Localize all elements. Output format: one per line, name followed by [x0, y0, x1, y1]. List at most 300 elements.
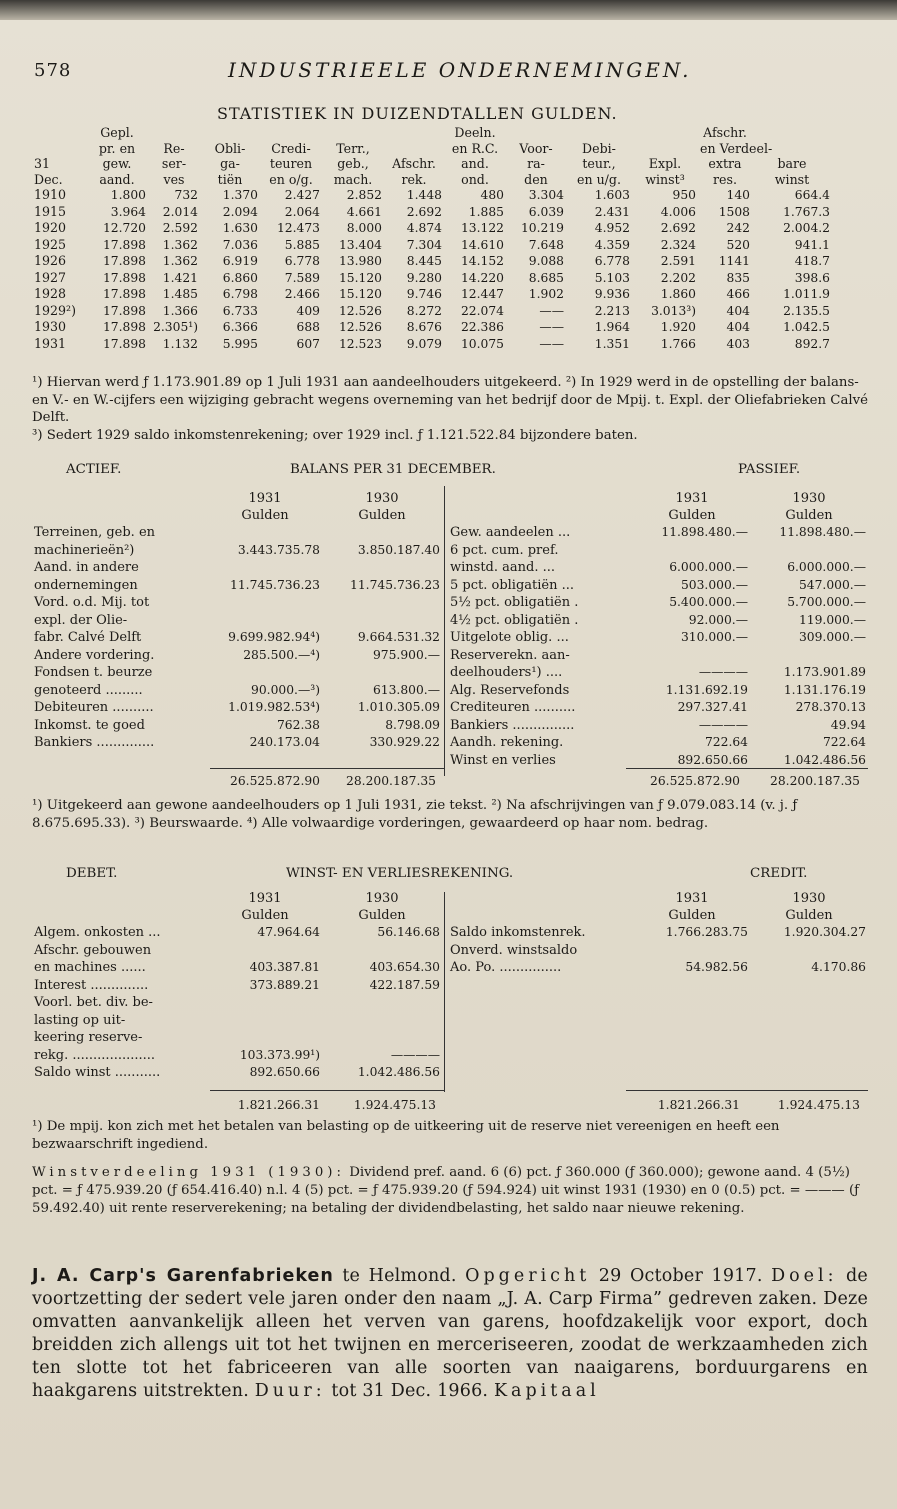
cell-value: 722.64	[822, 735, 866, 749]
actief-row	[32, 612, 442, 630]
column-header: gew.	[102, 156, 132, 171]
cell-value: 12.526	[338, 320, 382, 334]
actief-total-1930: 28.200.187.35	[346, 774, 436, 788]
actief-total-1931: 26.525.872.90	[230, 774, 320, 788]
cell-value: 330.929.22	[369, 735, 440, 749]
cell-value: 8.445	[406, 254, 442, 268]
row-label: keering reserve-	[34, 1030, 143, 1045]
total-rule	[626, 1090, 868, 1091]
cell-value: 762.38	[276, 717, 320, 732]
total-rule	[210, 1090, 444, 1091]
cell-value	[750, 542, 868, 560]
column-header	[506, 125, 566, 141]
balance-title: BALANS PER 31 DECEMBER.	[290, 462, 496, 477]
column-header	[260, 125, 322, 141]
cell-value: 1508	[718, 204, 750, 219]
actief-table	[32, 490, 442, 752]
year-1930: 1930	[792, 491, 826, 506]
cell-value: ——	[539, 320, 564, 334]
column-header: Re-	[163, 140, 185, 156]
cell-value: 1.767.3	[783, 204, 830, 219]
cell-value: 2.852	[346, 188, 382, 202]
opgericht-value: 29 October 1917.	[590, 1266, 772, 1286]
cell-value: ————	[698, 665, 748, 679]
unit-label: Gulden	[785, 908, 833, 923]
passief-row	[448, 699, 868, 717]
cell-value	[322, 942, 442, 960]
row-label: Interest ..............	[34, 977, 149, 993]
debet-row	[32, 1047, 442, 1065]
cell-value	[750, 647, 868, 665]
passief-row	[448, 524, 868, 542]
statistics-row	[32, 319, 872, 336]
cell-value: 1.042.5	[783, 320, 830, 334]
cell-value: 56.146.68	[377, 925, 440, 939]
doel-text: de voortzetting der sedert vele jaren onder den naam „J. A. Carp Firma” gedreven zaken. Deze omvatten aanvankelijk alleen het verven van garens, hoofdzakelijk voor export, doch breidden zich allengs uit tot het twijnen en merceriseeren, zoodat de werkzaamheden zich ten slotte tot het fabriceeren van alle soorten van naaigarens, borduurgarens en haakgarens uitstrekten.	[32, 1266, 868, 1401]
passief-total-1931: 26.525.872.90	[650, 774, 740, 788]
row-label: Voorl. bet. div. be-	[34, 995, 153, 1010]
cell-value: 11.898.480.—	[661, 525, 748, 539]
cell-value: 466	[726, 287, 750, 301]
cell-value: 15.120	[338, 287, 382, 301]
passief-row	[448, 682, 868, 700]
cell-value: 7.304	[406, 237, 442, 252]
column-header: winst	[774, 171, 810, 187]
pl-footnote: ¹) De mpij. kon zich met het betalen van belasting op de uitkeering uit de reserve niet vereenigen en heeft een bezwaarschrift ingediend.	[32, 1119, 780, 1152]
year-1931: 1931	[675, 491, 709, 506]
statistics-row	[32, 204, 872, 221]
cell-value: 90.000.—³)	[251, 682, 320, 697]
row-label: 4½ pct. obligatiën .	[450, 612, 579, 628]
row-label: Saldo inkomstenrek.	[450, 925, 586, 940]
unit-label: Gulden	[668, 508, 716, 523]
cell-value	[322, 664, 442, 682]
passief-row	[448, 594, 868, 612]
unit-label: Gulden	[241, 508, 289, 523]
column-header: mach.	[333, 171, 373, 187]
column-header: Deeln.	[454, 125, 496, 140]
column-header: winst³	[645, 171, 685, 187]
cell-value: 480	[480, 188, 504, 202]
cell-value: 4.359	[594, 237, 630, 252]
row-label: Aand. in andere	[34, 560, 139, 575]
cell-value: 8.685	[528, 270, 564, 285]
debet-row	[32, 942, 442, 960]
year-1931: 1931	[248, 491, 282, 506]
actief-row	[32, 629, 442, 647]
cell-value: 404	[726, 303, 750, 318]
row-label: Aandh. rekening.	[450, 735, 564, 750]
row-label: Saldo winst ...........	[34, 1065, 161, 1080]
cell-value: 7.648	[528, 237, 564, 252]
row-label: Bankiers ...............	[450, 717, 575, 733]
cell-value: 398.6	[794, 270, 830, 285]
actief-row	[32, 524, 442, 542]
header-row	[32, 125, 872, 141]
cell-value: 240.173.04	[249, 735, 320, 749]
column-header: ra-	[527, 156, 545, 171]
actief-row	[32, 577, 442, 595]
cell-value: 8.000	[346, 221, 382, 235]
row-label: Crediteuren ..........	[450, 700, 576, 715]
debet-table	[32, 890, 442, 1082]
debet-row	[32, 977, 442, 995]
cell-value: 14.152	[460, 254, 504, 268]
debet-row	[32, 924, 442, 942]
cell-value: 92.000.—	[688, 612, 748, 627]
cell-value: 9.079	[406, 336, 442, 351]
cell-value: 15.120	[338, 270, 382, 285]
passief-row	[448, 629, 868, 647]
cell-value: 12.720	[102, 221, 146, 235]
column-header	[566, 125, 632, 141]
credit-row	[448, 942, 868, 960]
cell-value: 5.700.000.—	[787, 595, 866, 609]
opgericht-label: Opgericht	[465, 1266, 591, 1286]
cell-value: 1.362	[162, 237, 198, 252]
statistics-row	[32, 286, 872, 303]
cell-value: ————	[390, 1047, 440, 1062]
cell-value: 2.305¹)	[153, 320, 198, 334]
cell-value: 2.213	[594, 303, 630, 318]
actief-heading: ACTIEF.	[66, 462, 122, 477]
scan-edge	[0, 0, 897, 20]
unit-label: Gulden	[785, 508, 833, 523]
cell-value: ——	[539, 336, 564, 351]
statistics-table	[32, 125, 872, 352]
cell-value: 1.421	[162, 270, 198, 285]
row-label: Debiteuren ..........	[34, 700, 154, 715]
cell-value: 732	[174, 188, 198, 202]
cell-value: 10.075	[460, 336, 504, 351]
company-description	[32, 1265, 868, 1403]
cell-value: 11.745.736.23	[350, 577, 440, 592]
cell-value: 2.692	[660, 221, 696, 235]
cell-value: 547.000.—	[798, 577, 866, 592]
column-header: tiën	[217, 171, 243, 187]
row-label: en machines ......	[34, 960, 146, 975]
column-header: 31	[34, 156, 51, 171]
cell-value: 310.000.—	[680, 630, 748, 644]
cell-value: 6.778	[594, 254, 630, 268]
cell-value: 4.874	[406, 221, 442, 235]
column-header	[752, 125, 832, 141]
cell-value: 1.131.176.19	[783, 682, 866, 697]
debet-row	[32, 1064, 442, 1082]
passief-row	[448, 559, 868, 577]
cell-value	[322, 612, 442, 630]
cell-value: 47.964.64	[257, 925, 320, 939]
row-label: 1931	[34, 335, 67, 351]
cell-value: 1.920	[660, 320, 696, 334]
statistics-row	[32, 237, 872, 254]
cell-value: 1141	[718, 254, 750, 268]
cell-value: 11.745.736.23	[230, 577, 320, 592]
cell-value: 309.000.—	[798, 630, 866, 644]
cell-value: 403	[726, 336, 750, 351]
cell-value: 17.898	[102, 270, 146, 285]
column-header: en u/g.	[577, 171, 621, 187]
winstverdeeling	[32, 1164, 868, 1218]
debet-row	[32, 1012, 442, 1030]
cell-value: 520	[726, 237, 750, 252]
cell-value: 3.304	[528, 188, 564, 202]
cell-value: 13.122	[460, 221, 504, 235]
cell-value: 1.362	[162, 254, 198, 268]
statistics-title: STATISTIEK IN DUIZENDTALLEN GULDEN.	[217, 104, 618, 123]
row-label: winstd. aand. ...	[450, 560, 555, 575]
footnote: ³) Sedert 1929 saldo inkomstenrekening; over 1929 incl. ƒ 1.121.522.84 bijzondere baten.	[32, 427, 638, 443]
unit-label: Gulden	[358, 908, 406, 923]
row-label: Onverd. winstsaldo	[450, 942, 578, 958]
cell-value: 12.526	[338, 303, 382, 318]
cell-value: 11.898.480.—	[779, 525, 866, 539]
cell-value: 2.591	[660, 254, 696, 268]
cell-value: 22.386	[460, 320, 504, 334]
debet-heading: DEBET.	[66, 866, 118, 881]
passief-row	[448, 717, 868, 735]
cell-value: ——	[539, 303, 564, 318]
cell-value	[208, 594, 322, 612]
statistics-row	[32, 253, 872, 270]
row-label: 1920	[34, 220, 67, 235]
column-header: pr. en	[98, 140, 136, 156]
credit-row	[448, 924, 868, 942]
credit-row	[448, 959, 868, 977]
row-label: Alg. Reservefonds	[450, 682, 570, 698]
company-place: te Helmond.	[333, 1266, 466, 1286]
cell-value: 12.473	[276, 221, 320, 235]
row-label: Ao. Po. ...............	[450, 960, 562, 975]
cell-value: 54.982.56	[685, 960, 748, 974]
column-header: Debi-	[582, 140, 616, 156]
row-label: 1927	[34, 269, 67, 285]
year-1931: 1931	[248, 891, 282, 906]
row-label: genoteerd .........	[34, 682, 143, 698]
cell-value: 2.202	[660, 270, 696, 285]
year-1931: 1931	[675, 891, 709, 906]
total-rule	[626, 768, 868, 769]
column-header	[632, 125, 698, 141]
row-label: 1925	[34, 236, 67, 252]
row-label: 5 pct. obligatiën ...	[450, 577, 575, 593]
cell-value: 119.000.—	[798, 612, 866, 627]
cell-value: 404	[726, 320, 750, 334]
column-header	[32, 125, 86, 141]
actief-row	[32, 647, 442, 665]
column-header	[632, 141, 698, 157]
cell-value: 5.995	[222, 336, 258, 351]
row-label: 1915	[34, 203, 67, 219]
passief-total-1930: 28.200.187.35	[770, 774, 860, 788]
cell-value: 2.135.5	[783, 303, 830, 318]
row-label: 1930	[34, 319, 67, 334]
cell-value	[322, 524, 442, 542]
cell-value: 403.387.81	[249, 960, 320, 974]
row-label: deelhouders¹) ....	[450, 665, 563, 680]
cell-value: 7.589	[284, 270, 320, 285]
cell-value: 8.676	[406, 320, 442, 334]
cell-value: 373.889.21	[249, 977, 320, 992]
credit-total-1931: 1.821.266.31	[657, 1098, 740, 1112]
winstverdeeling-text: Dividend pref. aand. 6 (6) pct. ƒ 360.000 (ƒ 360.000); gewone aand. 4 (5½) pct. = ƒ 475.939.20 (ƒ 654.416.40) n.l. 4 (5) pct. = ƒ 475.939.20 (ƒ 594.924) uit winst 1931 (1930) en 0 (0.5) pct. = ——— (ƒ 59.492.40) uit rente reserverekening; na betaling der dividendbelasting, het saldo naar nieuwe rekening.	[32, 1165, 860, 1216]
row-label: 1910	[34, 187, 67, 202]
page-number: 578	[34, 60, 72, 81]
cell-value: 1.964	[594, 320, 630, 334]
cell-value: 13.404	[338, 237, 382, 252]
passief-table	[448, 490, 868, 769]
cell-value: 6.778	[284, 254, 320, 268]
column-header: rek.	[401, 171, 427, 187]
passief-heading: PASSIEF.	[738, 462, 801, 477]
statistics-row	[32, 187, 872, 204]
row-label: Terreinen, geb. en	[34, 525, 156, 540]
actief-row	[32, 594, 442, 612]
year-1930: 1930	[365, 491, 399, 506]
actief-row	[32, 559, 442, 577]
cell-value: 1.630	[222, 221, 258, 235]
column-header: en o/g.	[269, 171, 313, 187]
running-title: INDUSTRIEELE ONDERNEMINGEN.	[228, 58, 692, 82]
cell-value: 17.898	[102, 320, 146, 334]
cell-value: 1.603	[594, 188, 630, 202]
cell-value: 1.448	[406, 188, 442, 202]
cell-value: 3.850.187.40	[357, 542, 440, 557]
cell-value: 7.036	[222, 237, 258, 252]
column-header: Terr.,	[336, 140, 370, 156]
row-label: Fondsen t. beurze	[34, 665, 153, 680]
total-rule	[210, 768, 444, 769]
cell-value: 4.170.86	[811, 960, 866, 974]
debet-row	[32, 1029, 442, 1047]
cell-value: 6.860	[222, 270, 258, 285]
cell-value: 14.610	[460, 237, 504, 252]
cell-value: 17.898	[102, 336, 146, 351]
cell-value: 103.373.99¹)	[239, 1047, 320, 1062]
doel-label: Doel:	[771, 1266, 838, 1286]
cell-value: 1.011.9	[783, 287, 830, 301]
cell-value: 664.4	[794, 188, 830, 202]
cell-value	[208, 942, 322, 960]
column-header: Dec.	[34, 171, 63, 187]
balance-footnote: ¹) Uitgekeerd aan gewone aandeelhouders op 1 Juli 1931, zie tekst. ²) Na afschrijvingen van ƒ 9.079.083.14 (v. j. ƒ 8.675.695.33). ³) Beurswaarde. ⁴) Alle volwaardige vorderingen, gewaardeerd op haar nom. bedrag.	[32, 798, 798, 831]
cell-value: 10.219	[520, 221, 564, 235]
cell-value	[634, 942, 750, 960]
passief-row	[448, 577, 868, 595]
cell-value: 14.220	[460, 270, 504, 285]
row-label: Bankiers ..............	[34, 735, 155, 750]
cell-value: 422.187.59	[369, 977, 440, 992]
cell-value: 1.173.901.89	[783, 665, 866, 679]
cell-value: 975.900.—	[372, 647, 440, 662]
cell-value: 6.798	[222, 287, 258, 301]
column-header: ves	[163, 171, 185, 187]
column-header: Expl.	[648, 156, 682, 171]
passief-row	[448, 664, 868, 682]
row-label: Inkomst. te goed	[34, 717, 145, 733]
cell-value: 1.351	[594, 336, 630, 351]
row-label: 5½ pct. obligatiën .	[450, 595, 579, 610]
cell-value: 6.733	[222, 303, 258, 318]
cell-value: 1.042.486.56	[783, 752, 866, 767]
cell-value: 2.466	[284, 287, 320, 301]
cell-value	[208, 664, 322, 682]
cell-value: 242	[726, 221, 750, 235]
row-label: Andere vordering.	[34, 647, 155, 663]
column-header: Afschr.	[703, 125, 747, 140]
cell-value	[208, 994, 322, 1012]
cell-value: 2.427	[284, 188, 320, 202]
cell-value: 835	[726, 270, 750, 285]
row-label: 1928	[34, 286, 67, 301]
cell-value: 1.920.304.27	[783, 925, 866, 939]
row-label: ondernemingen	[34, 577, 138, 593]
cell-value: 140	[726, 188, 750, 202]
row-label: 1926	[34, 253, 67, 268]
cell-value: 5.103	[594, 270, 630, 285]
cell-value: 17.898	[102, 303, 146, 318]
column-header: Voor-	[519, 140, 553, 156]
column-header: den	[524, 171, 548, 187]
row-label: Algem. onkosten ...	[34, 925, 161, 940]
column-header: and.	[461, 156, 489, 171]
row-label: expl. der Olie-	[34, 612, 128, 628]
cell-value: ————	[698, 717, 748, 732]
cell-value: 4.952	[594, 221, 630, 235]
cell-value: 613.800.—	[372, 682, 440, 697]
cell-value: 1.902	[528, 287, 564, 301]
company-name: J. A. Carp's Garenfabrieken	[32, 1266, 334, 1286]
winstverdeeling-lead: Winstverdeeling 1931 (1930):	[32, 1165, 345, 1180]
column-header	[832, 141, 872, 157]
cell-value	[208, 612, 322, 630]
row-label: Gew. aandeelen ...	[450, 525, 571, 540]
cell-value: 2.094	[222, 204, 258, 219]
statistics-row	[32, 303, 872, 320]
cell-value: 1.485	[162, 287, 198, 301]
cell-value: 1.766.283.75	[665, 925, 748, 939]
cell-value: 2.014	[162, 204, 198, 219]
column-header: ond.	[461, 171, 489, 187]
cell-value: 2.064	[284, 204, 320, 219]
cell-value: 3.013³)	[651, 303, 696, 318]
cell-value: 403.654.30	[369, 960, 440, 974]
passief-row	[448, 542, 868, 560]
cell-value: 2.692	[406, 204, 442, 219]
cell-value: 22.074	[460, 303, 504, 318]
column-header: en R.C.	[451, 140, 499, 156]
cell-value: 1.019.982.53⁴)	[228, 700, 320, 714]
cell-value: 2.004.2	[783, 221, 830, 235]
cell-value: 4.661	[346, 204, 382, 219]
cell-value: 9.699.982.94⁴)	[228, 630, 320, 644]
cell-value: 2.592	[162, 221, 198, 235]
cell-value: 1.010.305.09	[357, 700, 440, 714]
cell-value	[208, 1029, 322, 1047]
cell-value	[750, 942, 868, 960]
cell-value: 1.042.486.56	[357, 1065, 440, 1079]
cell-value: 688	[296, 320, 320, 334]
column-header	[832, 125, 872, 141]
debet-row	[32, 994, 442, 1012]
statistics-footnotes	[32, 374, 868, 444]
actief-row	[32, 682, 442, 700]
cell-value: 6.000.000.—	[669, 560, 748, 574]
column-header	[200, 125, 260, 141]
cell-value: 950	[672, 188, 696, 202]
row-label: machinerieën²)	[34, 542, 135, 558]
cell-value: 409	[296, 303, 320, 318]
